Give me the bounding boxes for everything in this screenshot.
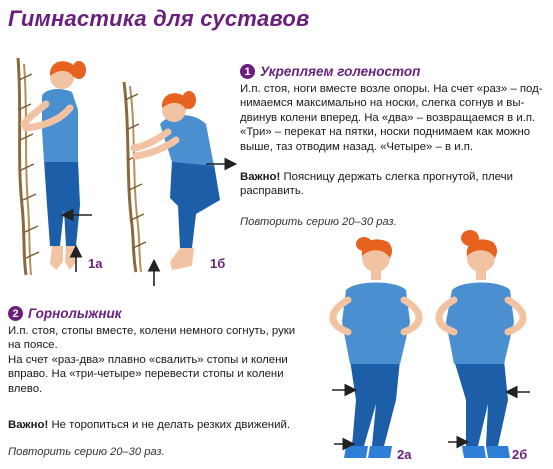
exercise1-line: «Три» – перекат на пятки, носки поднимаем как можно <box>240 126 531 139</box>
exercise1-line: И.п. стоя, ноги вместе возле опоры. На счет «раз» – под- <box>240 83 543 95</box>
exercise2-line: влево. <box>8 382 43 395</box>
exercise2-important-label: Важно! <box>8 419 49 431</box>
exercise1-description <box>240 82 550 154</box>
figure-2b <box>439 230 530 458</box>
exercise1-important <box>240 170 550 199</box>
exercise1-repeat: Повторить серию 20–30 раз. <box>240 216 397 228</box>
exercise2-important-text: Не торопиться и не делать резких движений. <box>48 419 290 431</box>
exercise1-line: выше, таз отводим назад. «Четыре» – в и.п. <box>240 140 474 153</box>
exercise1-line: нимаемся максимально на носки, слегка согнув и вы- <box>240 97 525 110</box>
pants-2a <box>350 360 400 446</box>
figure-label-1a: 1а <box>88 256 103 271</box>
exercise1-title: Укрепляем голеностоп <box>260 64 421 79</box>
exercise1-important-text-2: расправить. <box>240 185 304 198</box>
exercise1-number-badge: 1 <box>240 64 255 79</box>
exercise2-important <box>8 418 326 432</box>
pants-1a <box>44 160 80 246</box>
pants-2b <box>454 360 508 446</box>
exercise2-title: Горнолыжник <box>28 306 122 321</box>
shirt-2b <box>446 283 514 365</box>
exercise1-heading <box>240 64 420 79</box>
page-title: Гимнастика для суставов <box>8 6 310 31</box>
exercise1-important-label: Важно! <box>240 171 281 183</box>
exercise2-number-badge: 2 <box>8 306 23 321</box>
support-pole-1a <box>18 58 39 275</box>
figure-label-2a: 2а <box>397 447 412 462</box>
support-pole-1b <box>124 82 146 272</box>
exercise2-line: на поясе. <box>8 339 58 352</box>
pants-1b <box>170 160 220 248</box>
exercise2-repeat: Повторить серию 20–30 раз. <box>8 446 165 458</box>
exercise1-line: двинув колени вперед. На «два» – возвращаемся в и.п. <box>240 111 536 124</box>
exercise2-line: На счет «раз-два» плавно «свалить» стопы и колени <box>8 353 288 366</box>
exercise2-description <box>8 324 326 396</box>
figure-label-2b: 2б <box>512 447 528 462</box>
shirt-1b <box>160 115 214 166</box>
figure-2a <box>332 237 419 458</box>
figure-label-1b: 1б <box>210 256 226 271</box>
exercise2-heading <box>8 306 122 321</box>
exercise1-important-text: Поясницу держать слегка прогнутой, плечи <box>280 171 513 183</box>
shirt-2a <box>342 283 410 365</box>
figure-1a <box>18 58 92 275</box>
exercise2-line: И.п. стоя, стопы вместе, колени немного согнуть, руки <box>8 325 296 337</box>
exercise2-line: вправо. На «три-четыре» перевести стопы и колени <box>8 368 284 381</box>
